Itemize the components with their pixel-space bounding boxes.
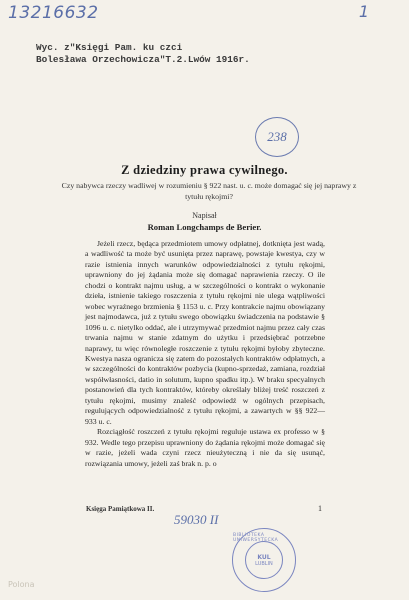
offprint-stamp-line2: Bolesława Orzechowicza"T.2.Lwów 1916r. <box>36 54 250 65</box>
library-stamp <box>232 528 296 592</box>
circled-number-text: 238 <box>267 129 287 144</box>
handwritten-sheet-number: 1 <box>358 2 369 21</box>
polona-watermark: Polona <box>8 580 35 589</box>
handwritten-catalog-number: 13216632 <box>8 3 99 23</box>
article-subtitle: Czy nabywca rzeczy wadliwej w rozumieniu § 922 nast. u. c. może domagać się jej naprawy z tytułu rękojmi? <box>61 181 357 201</box>
handwritten-inventory-number: 59030 II <box>174 512 219 527</box>
byline-label: Napisał <box>192 211 217 220</box>
offprint-stamp <box>36 42 250 66</box>
circled-page-number <box>255 117 299 157</box>
author-name: Roman Longchamps de Berier. <box>147 222 262 232</box>
footer-source: Księga Pamiątkowa II. <box>86 505 155 513</box>
library-stamp-kul: KUL <box>257 553 271 561</box>
library-stamp-arc: BIBLIOTEKA UNIWERSYTECKA <box>233 533 279 543</box>
article-body <box>85 239 325 469</box>
paragraph: Rozciągłość roszczeń z tytułu rękojmi reguluje ustawa ex professo w § 932. Wedle tego przepisu uprawniony do żądania rękojmi może domagać się w razie, jeżeli wada czyni rzecz nieużyteczną i nie da się usunąć, rozwiązania umowy, jeżeli zaś brak n. p. o <box>85 427 325 468</box>
paragraph: Jeżeli rzecz, będąca przedmiotem umowy odpłatnej, dotknięta jest wadą, a wadliwość ta może być usunięta przez naprawę, powstaje kwestya, czy w razie istnienia innych warunków odpowiedzialności z tytułu rękojmi, uprawniony do jej żądania może się domagać naprawienia rzeczy. O ile chodzi o kontrakt najmu usług, a w szczególności o kontrakt o wykonanie dzieła, istnienie takiego roszczenia z tytułu rękojmi nie ulega wątpliwości wobec wyraźnego brzmienia § 1153 u. c. Przy kontrakcie najmu obowiązany jest najmodawca, już z tytułu swego obowiązku świadczenia na podstawie § 1096 u. c. nietylko oddać, ale i utrzymywać przedmiot najmu przez cały czas trwania najmu w stanie zdatnym do użytku i przedsiębrać potrzebne naprawy, tu więc równoległe roszczenie z tytułu rękojmi byłoby zbyteczne. Kwestya nasza ogranicza się zatem do pozostałych kontraktów odpłatnych, a w szczególności do kontraktów pozbycia (kupno-sprzedaż, zamiana, rozdział współwłasności, datio in solutum, kupno spadku itp.). W braku specyalnych postanowień dla tych kontraktów, któreby określały bliżej treść roszczeń z tytułu rękojmi, musimy znaleść odpowiedź w ogólnych przepisach, regulujących odpowiedzialność z tytułu rękojmi, a zawartych w §§ 922—933 u. c. <box>85 239 325 426</box>
library-stamp-center <box>245 541 283 579</box>
library-stamp-city: LUBLIN <box>255 560 273 567</box>
page-number: 1 <box>318 504 322 513</box>
offprint-stamp-line1: Wyc. z"Księgi Pam. ku czci <box>36 42 183 53</box>
article-title: Z dziedziny prawa cywilnego. <box>121 163 288 177</box>
